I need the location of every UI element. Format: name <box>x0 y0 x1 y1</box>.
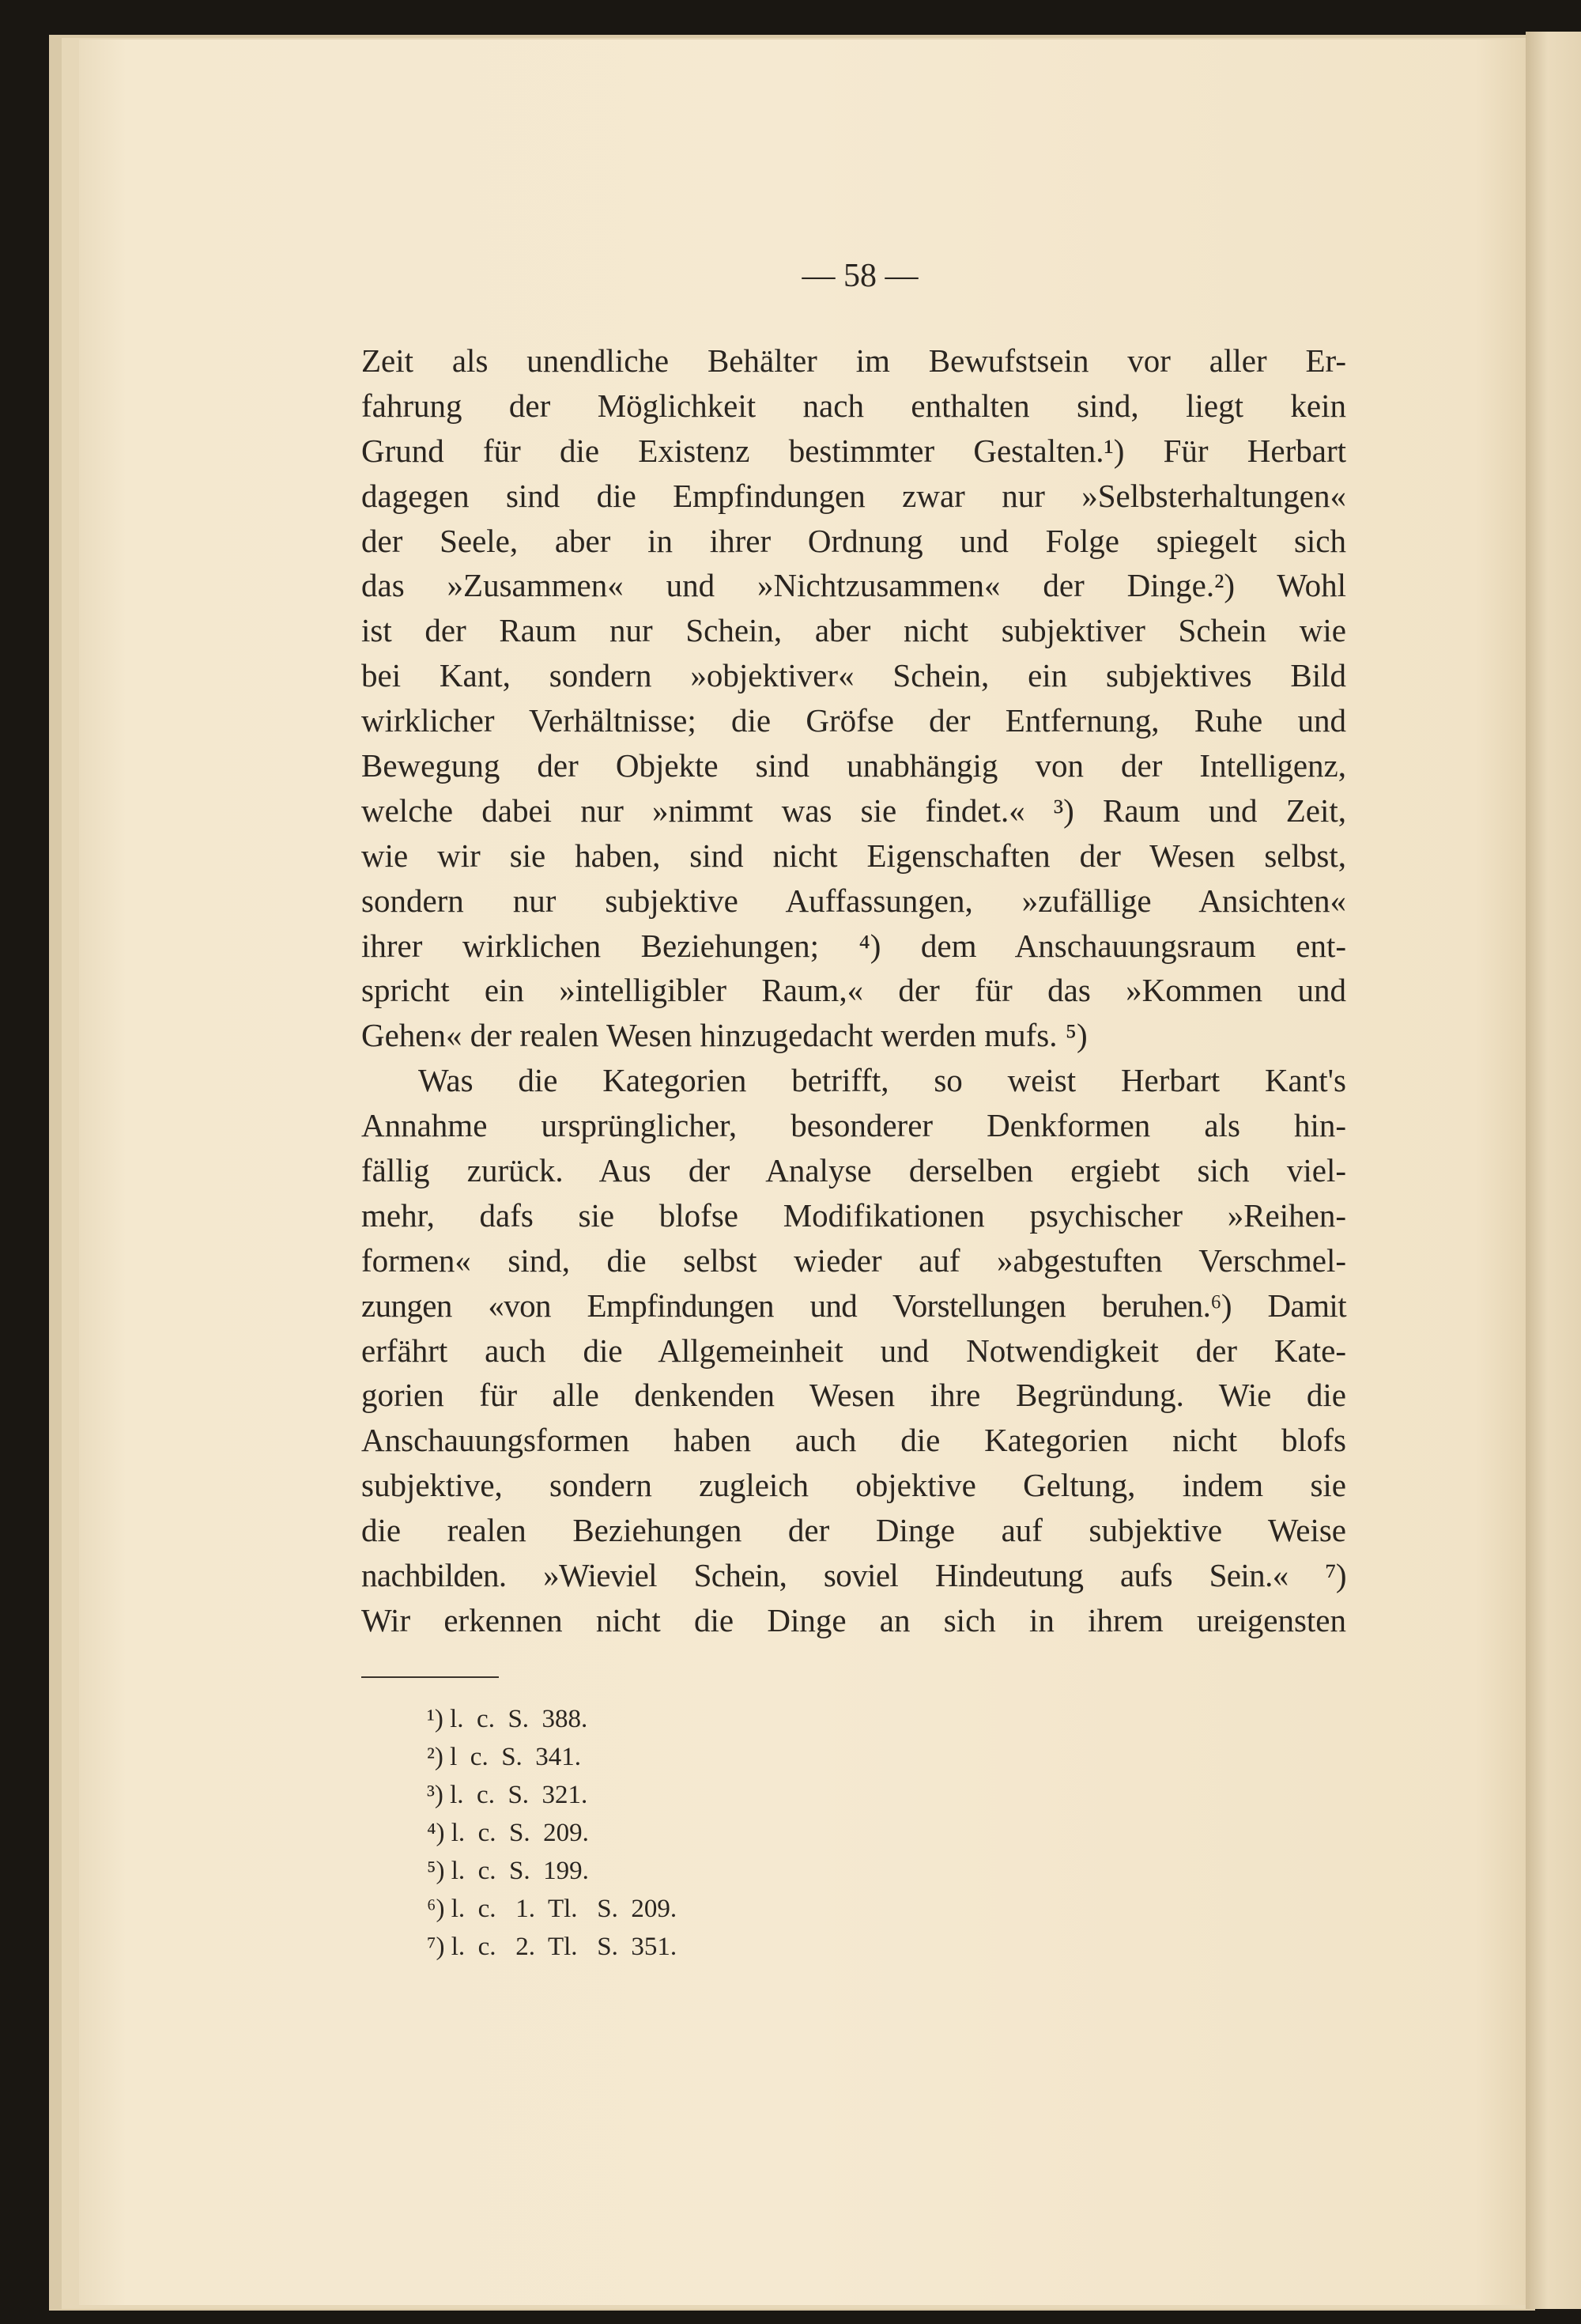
footnote: ⁷) l. c. 2. Tl. S. 351. <box>427 1933 677 1961</box>
text-line: ihrer wirklichen Beziehungen; ⁴) dem Anschauungsraum ent- <box>361 927 1346 964</box>
footnote: ¹) l. c. S. 388. <box>427 1705 588 1733</box>
text-line: gorien für alle denkenden Wesen ihre Begründung. Wie die <box>361 1377 1346 1414</box>
text-line: Annahme ursprünglicher, besonderer Denkformen als hin- <box>361 1107 1346 1144</box>
text-line: mehr, dafs sie blofse Modifikationen psychischer »Reihen- <box>361 1196 1346 1234</box>
text-line: fällig zurück. Aus der Analyse derselben ergiebt sich viel- <box>361 1152 1346 1189</box>
footnote-divider <box>361 1676 499 1678</box>
text-line: Anschauungsformen haben auch die Kategorien nicht blofs <box>361 1422 1346 1459</box>
text-line: Wir erkennen nicht die Dinge an sich in ihrem ureigensten <box>361 1601 1346 1638</box>
text-line: Grund für die Existenz bestimmter Gestalten.¹) Für Herbart <box>361 432 1346 469</box>
facing-page-edge <box>1526 32 1581 2309</box>
text-line: Bewegung der Objekte sind unabhängig von der Intelligenz, <box>361 747 1346 784</box>
text-line: ist der Raum nur Schein, aber nicht subjektiver Schein wie <box>361 612 1346 649</box>
text-line: spricht ein »intelligibler Raum,« der für das »Kommen und <box>361 972 1346 1009</box>
text-line: wie wir sie haben, sind nicht Eigenschaften der Wesen selbst, <box>361 837 1346 874</box>
text-line: Gehen« der realen Wesen hinzugedacht werden mufs. ⁵) <box>361 1017 1088 1054</box>
text-line: die realen Beziehungen der Dinge auf subjektive Weise <box>361 1512 1346 1549</box>
text-line: dagegen sind die Empfindungen zwar nur »Selbsterhaltungen« <box>361 477 1346 514</box>
footnote: ²) l c. S. 341. <box>427 1743 582 1771</box>
footnote: ⁴) l. c. S. 209. <box>427 1819 589 1847</box>
text-line: das »Zusammen« und »Nichtzusammen« der Dinge.²) Wohl <box>361 567 1346 604</box>
footnote: ⁵) l. c. S. 199. <box>427 1857 589 1885</box>
text-line: bei Kant, sondern »objektiver« Schein, ein subjektives Bild <box>361 657 1346 694</box>
text-line: zungen «von Empfindungen und Vorstellungen beruhen.⁶) Damit <box>361 1287 1346 1324</box>
page-number: — 58 — <box>802 258 919 294</box>
text-line: erfährt auch die Allgemeinheit und Notwendigkeit der Kate- <box>361 1332 1346 1369</box>
text-line: formen« sind, die selbst wieder auf »abgestuften Verschmel- <box>361 1241 1346 1279</box>
text-line: Zeit als unendliche Behälter im Bewufstsein vor aller Er- <box>361 342 1346 379</box>
text-line: welche dabei nur »nimmt was sie findet.« ³) Raum und Zeit, <box>361 792 1346 829</box>
text-line: fahrung der Möglichkeit nach enthalten sind, liegt kein <box>361 387 1346 424</box>
text-line: Was die Kategorien betrifft, so weist Herbart Kant's <box>418 1062 1346 1099</box>
footnote: ³) l. c. S. 321. <box>427 1781 588 1809</box>
footnote: ⁶) l. c. 1. Tl. S. 209. <box>427 1895 677 1923</box>
text-line: subjektive, sondern zugleich objektive Geltung, indem sie <box>361 1467 1346 1504</box>
body-text <box>361 338 1346 1643</box>
text-line: nachbilden. »Wieviel Schein, soviel Hindeutung aufs Sein.« ⁷) <box>361 1557 1346 1594</box>
text-line: wirklicher Verhältnisse; die Gröfse der Entfernung, Ruhe und <box>361 702 1346 739</box>
footnotes <box>427 1700 677 1966</box>
text-line: der Seele, aber in ihrer Ordnung und Folge spiegelt sich <box>361 522 1346 559</box>
text-line: sondern nur subjektive Auffassungen, »zufällige Ansichten« <box>361 882 1346 919</box>
